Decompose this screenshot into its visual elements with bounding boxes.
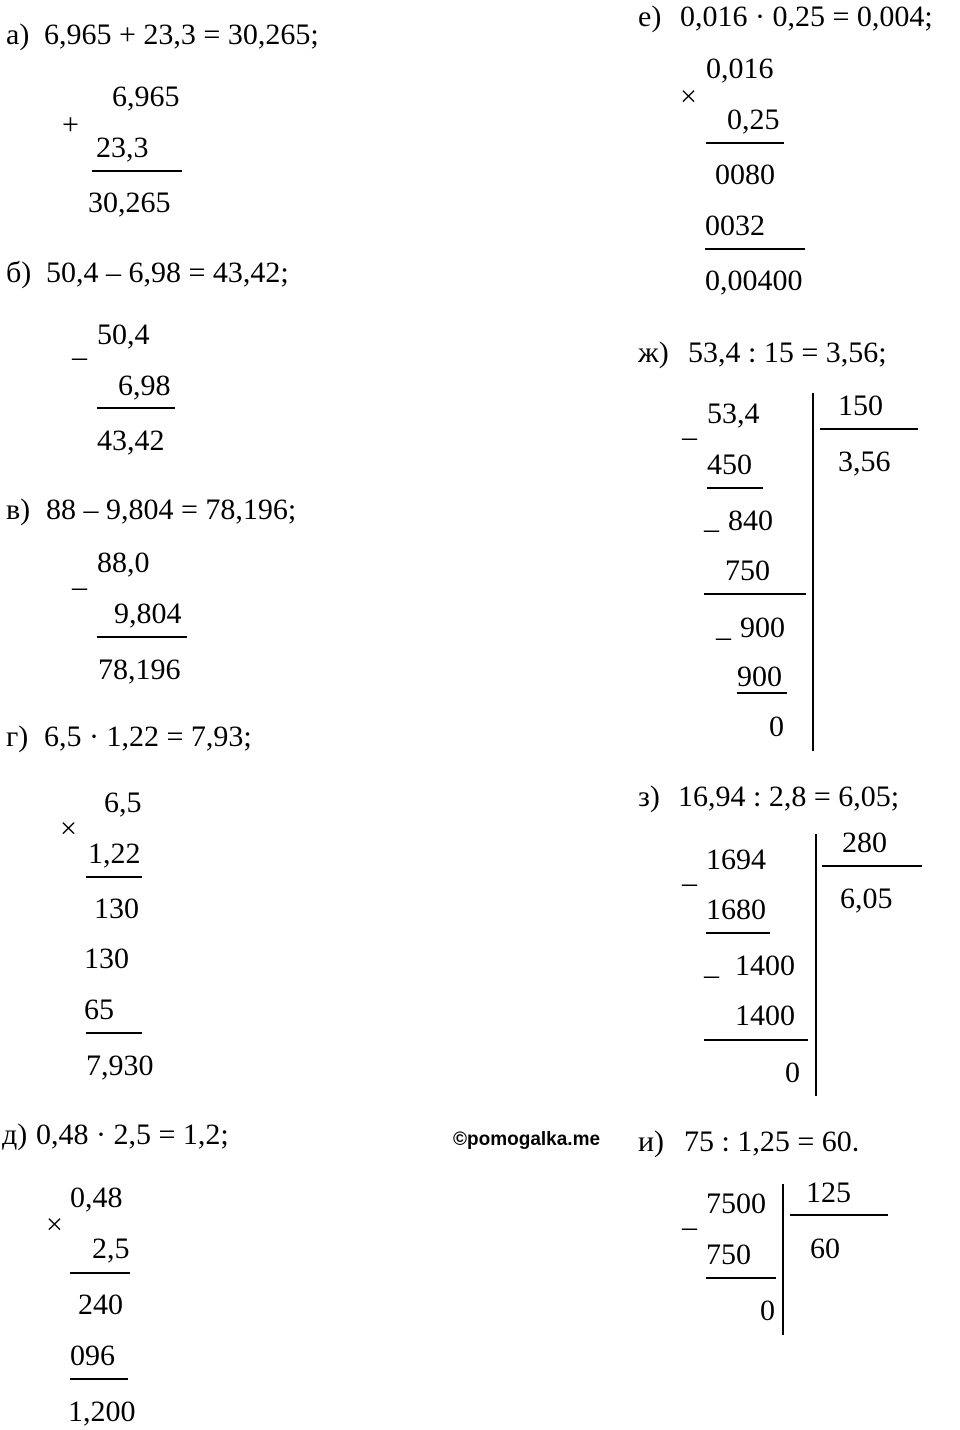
product-line-bottom xyxy=(705,248,805,250)
dividend: 53,4 xyxy=(707,397,760,430)
operator-times: × xyxy=(46,1208,63,1241)
division-bar xyxy=(782,1184,784,1335)
divisor: 125 xyxy=(806,1176,851,1209)
label-d: д) xyxy=(2,1118,28,1151)
division-step: 1680 xyxy=(706,893,766,926)
divisor-line xyxy=(822,865,922,867)
equation-b: 50,4 – 6,98 = 43,42; xyxy=(46,256,289,289)
factor-bottom: 0,25 xyxy=(727,103,780,136)
division-remainder: 0 xyxy=(785,1056,800,1089)
addend-top: 6,965 xyxy=(112,80,180,113)
division-step: 1400 xyxy=(735,949,795,982)
watermark: ©pomogalka.me xyxy=(453,1129,601,1150)
operator-minus: – xyxy=(72,340,87,373)
division-step: 1400 xyxy=(735,999,795,1032)
label-zh: ж) xyxy=(638,336,669,369)
difference-line xyxy=(97,636,187,638)
equation-d: 0,48 · 2,5 = 1,2; xyxy=(36,1118,229,1151)
step-line xyxy=(704,593,806,595)
step-line xyxy=(704,1039,808,1041)
division-step: 900 xyxy=(737,660,782,693)
divisor-line xyxy=(790,1214,888,1216)
product-result: 7,930 xyxy=(86,1049,154,1082)
division-step: 750 xyxy=(706,1238,751,1271)
difference-result: 78,196 xyxy=(98,653,181,686)
operator-minus: – xyxy=(682,1210,697,1243)
partial-product: 0080 xyxy=(715,158,775,191)
divisor: 150 xyxy=(838,389,883,422)
division-step: 900 xyxy=(740,611,785,644)
subtrahend: 9,804 xyxy=(114,597,182,630)
division-remainder: 0 xyxy=(760,1294,775,1327)
label-i: и) xyxy=(638,1125,665,1158)
difference-line xyxy=(97,407,175,409)
quotient: 60 xyxy=(810,1232,840,1265)
partial-product: 096 xyxy=(70,1339,115,1372)
label-g: г) xyxy=(6,720,29,753)
equation-a: 6,965 + 23,3 = 30,265; xyxy=(44,18,319,51)
step-line xyxy=(737,692,787,694)
partial-product: 240 xyxy=(78,1288,123,1321)
operator-minus: – xyxy=(72,570,87,603)
product-line-top xyxy=(706,142,784,144)
label-e: е) xyxy=(638,0,662,33)
operator-minus: – xyxy=(704,512,719,545)
addend-bottom: 23,3 xyxy=(96,131,149,164)
division-remainder: 0 xyxy=(769,710,784,743)
operator-minus: – xyxy=(682,866,697,899)
product-line-bottom xyxy=(86,1032,142,1034)
step-line xyxy=(706,932,770,934)
partial-product: 130 xyxy=(94,892,139,925)
product-result: 1,200 xyxy=(68,1395,136,1428)
sum-line xyxy=(92,170,182,172)
label-z: з) xyxy=(638,780,660,813)
partial-product: 0032 xyxy=(705,209,765,242)
divisor: 280 xyxy=(842,826,887,859)
minuend: 88,0 xyxy=(97,546,150,579)
division-bar xyxy=(815,834,817,1096)
product-line-top xyxy=(70,1272,130,1274)
equation-e: 0,016 · 0,25 = 0,004; xyxy=(680,0,933,33)
minuend: 50,4 xyxy=(97,318,150,351)
equation-i: 75 : 1,25 = 60. xyxy=(684,1125,860,1158)
factor-top: 6,5 xyxy=(104,786,142,819)
product-line-bottom xyxy=(70,1378,128,1380)
dividend: 7500 xyxy=(706,1187,766,1220)
divisor-line xyxy=(820,428,918,430)
operator-minus: – xyxy=(716,620,731,653)
quotient: 6,05 xyxy=(840,882,893,915)
step-line xyxy=(706,1277,776,1279)
operator-times: × xyxy=(60,812,77,845)
subtrahend: 6,98 xyxy=(118,369,171,402)
operator-minus: – xyxy=(682,420,697,453)
label-a: а) xyxy=(6,18,30,51)
operator-plus: + xyxy=(62,108,79,141)
factor-bottom: 2,5 xyxy=(92,1232,130,1265)
division-step: 750 xyxy=(725,554,770,587)
division-step: 840 xyxy=(728,504,773,537)
label-b: б) xyxy=(6,256,32,289)
dividend: 1694 xyxy=(706,843,766,876)
equation-v: 88 – 9,804 = 78,196; xyxy=(46,493,297,526)
factor-top: 0,48 xyxy=(70,1181,123,1214)
operator-minus: – xyxy=(704,958,719,991)
label-v: в) xyxy=(6,493,31,526)
factor-top: 0,016 xyxy=(706,52,774,85)
partial-product: 130 xyxy=(84,942,129,975)
division-step: 450 xyxy=(707,448,752,481)
factor-bottom: 1,22 xyxy=(88,837,141,870)
equation-z: 16,94 : 2,8 = 6,05; xyxy=(678,780,900,813)
step-line xyxy=(707,487,763,489)
product-line-top xyxy=(86,876,142,878)
product-result: 0,00400 xyxy=(705,264,803,297)
quotient: 3,56 xyxy=(838,445,891,478)
partial-product: 65 xyxy=(84,993,114,1026)
operator-times: × xyxy=(680,80,697,113)
equation-zh: 53,4 : 15 = 3,56; xyxy=(688,336,887,369)
division-bar xyxy=(812,393,814,751)
difference-result: 43,42 xyxy=(97,424,165,457)
equation-g: 6,5 · 1,22 = 7,93; xyxy=(44,720,252,753)
sum-result: 30,265 xyxy=(88,186,171,219)
